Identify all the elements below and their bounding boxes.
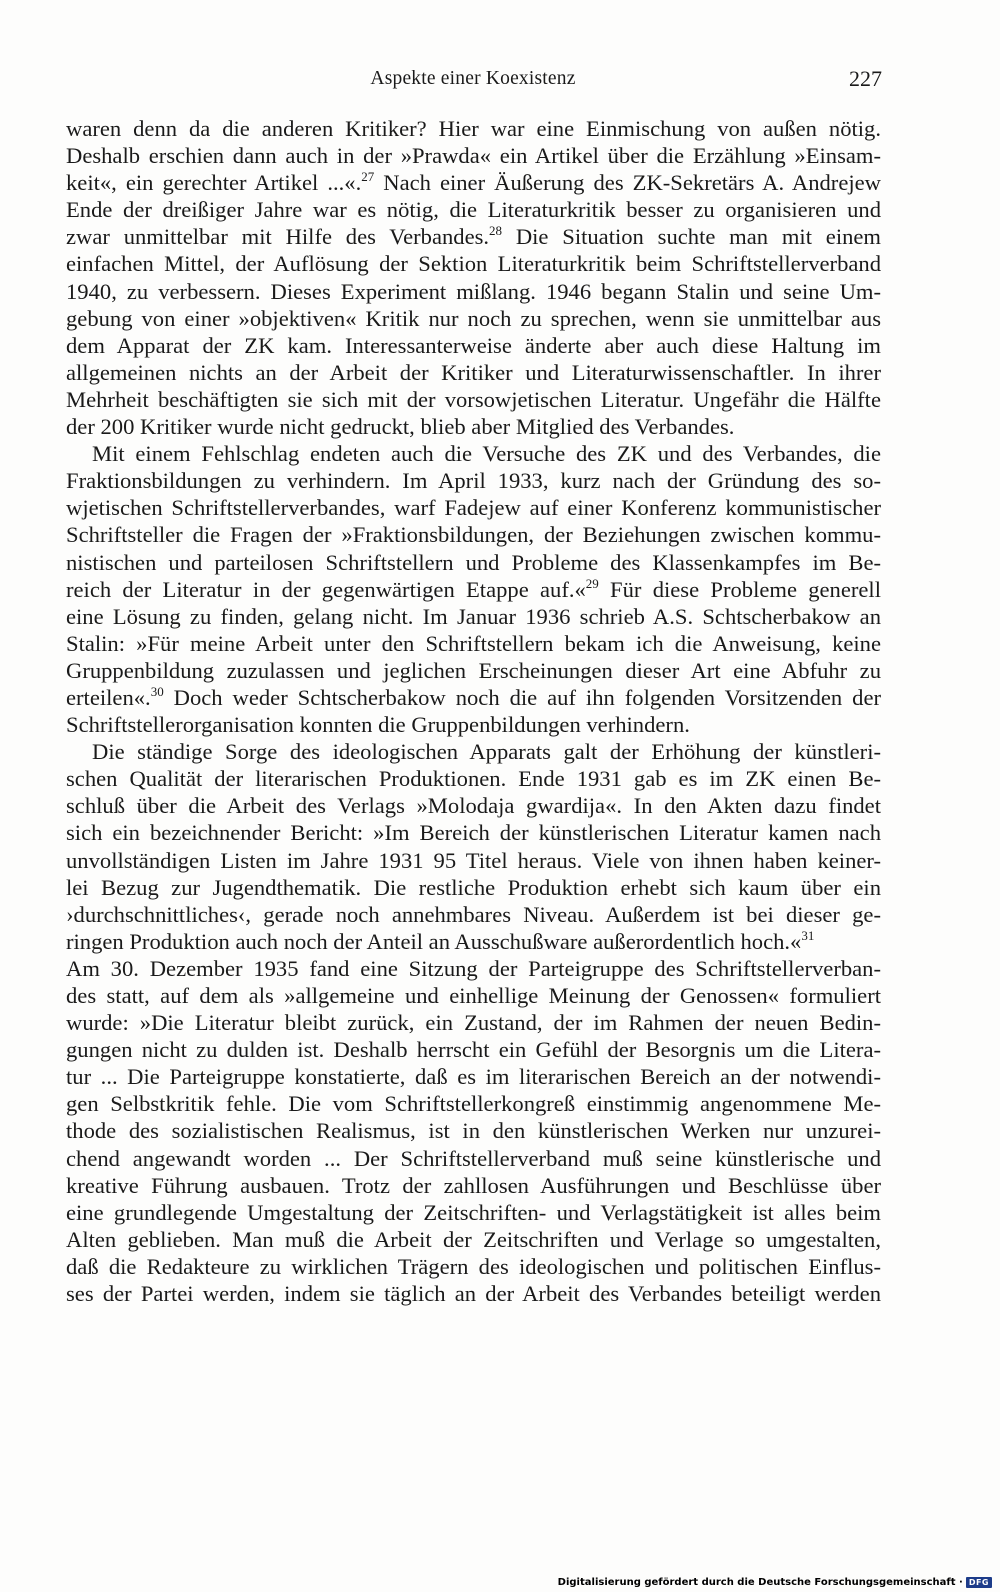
- text-line: waren denn da die anderen Kritiker? Hier war eine Einmischung von außen nötig.: [66, 116, 881, 141]
- text-line: gungen nicht zu dulden ist. Deshalb herrscht ein Gefühl der Besorgnis um die Litera-: [66, 1037, 881, 1063]
- dfg-logo: DFG: [966, 1577, 992, 1588]
- line-text: Die Situation suchte man mit einem: [502, 224, 881, 250]
- text-line: schen Qualität der literarischen Produktionen. Ende 1931 gab es im ZK einen Be-: [66, 766, 881, 792]
- text-line: Schriftsteller die Fragen der »Fraktionsbildungen, der Beziehungen zwischen kommu-: [66, 522, 881, 548]
- text-line: eine grundlegende Umgestaltung der Zeitschriften- und Verlagstätigkeit ist alles beim: [66, 1199, 881, 1225]
- text-line: [66, 576, 881, 603]
- text-line: Stalin: »Für meine Arbeit unter den Schriftstellern bekam ich die Anweisung, keine: [66, 630, 881, 656]
- text-line: tur ... Die Parteigruppe konstatierte, daß es im literarischen Bereich an der notwendi-: [66, 1064, 881, 1090]
- text-line: gen Selbstkritik fehle. Die vom Schriftstellerkongreß einstimmig angenommene Me-: [66, 1091, 881, 1117]
- text-line: Alten geblieben. Man muß die Arbeit der Zeitschriften und Verlage so umgestalten,: [66, 1226, 881, 1252]
- text-line: [66, 928, 881, 955]
- text-line: Deshalb erschien dann auch in der »Prawda« ein Artikel über die Erzählung »Einsam-: [66, 143, 881, 169]
- digitization-credit: [558, 1577, 992, 1588]
- text-line: 1940, zu verbessern. Dieses Experiment mißlang. 1946 begann Stalin und seine Um-: [66, 278, 881, 304]
- text-line: lei Bezug zur Jugendthematik. Die restliche Produktion erhebt sich kaum über ein: [66, 874, 881, 900]
- text-line: der 200 Kritiker wurde nicht gedruckt, blieb aber Mitglied des Verbandes.: [66, 414, 735, 440]
- text-line: ›durchschnittliches‹, gerade noch annehmbares Niveau. Außerdem ist bei dieser ge-: [66, 901, 881, 927]
- running-title: Aspekte einer Koexistenz: [370, 68, 576, 89]
- running-header: [0, 68, 1000, 98]
- text-line: dem Apparat der ZK kam. Interessanterweise änderte aber auch diese Haltung im: [66, 332, 881, 358]
- page-number: 227: [849, 66, 882, 91]
- text-line: Gruppenbildung zuzulassen und jeglichen Erscheinungen dieser Art eine Abfuhr zu: [66, 657, 881, 683]
- text-line: Die ständige Sorge des ideologischen Apparats galt der Erhöhung der künstleri-: [92, 739, 881, 765]
- text-line: sich ein bezeichnender Bericht: »Im Bereich der künstlerischen Literatur kamen nach: [66, 820, 881, 846]
- text-line: daß die Redakteure zu wirklichen Trägern des ideologischen und politischen Einflus-: [66, 1253, 881, 1279]
- text-line: thode des sozialistischen Realismus, ist in den künstlerischen Werken nur unzurei-: [66, 1118, 881, 1144]
- text-line: [66, 223, 881, 250]
- text-line: gebung von einer »objektiven« Kritik nur noch zu sprechen, wenn sie unmittelbar aus: [66, 305, 881, 331]
- footnote-ref: 31: [801, 927, 815, 943]
- text-line: chend angewandt worden ... Der Schriftstellerverband muß seine künstlerische und: [66, 1145, 881, 1171]
- text-line: Schriftstellerorganisation konnten die Gruppenbildungen verhindern.: [66, 712, 690, 738]
- text-line: [66, 684, 881, 711]
- footnote-ref: 30: [150, 683, 164, 699]
- text-line: wurde: »Die Literatur bleibt zurück, ein Zustand, der im Rahmen der neuen Bedin-: [66, 1010, 881, 1036]
- text-line: eine Lösung zu finden, gelang nicht. Im Januar 1936 schrieb A.S. Schtscherbakow an: [66, 603, 881, 629]
- text-line: des statt, auf dem als »allgemeine und einhellige Meinung der Genossen« formuliert: [66, 983, 881, 1008]
- text-line: [66, 169, 881, 196]
- line-text: Nach einer Äußerung des ZK-Sekretärs A. Andrejew: [374, 170, 881, 196]
- text-line: einfachen Mittel, der Auflösung der Sektion Literaturkritik beim Schriftstellerverband: [66, 251, 881, 277]
- text-line: Ende der dreißiger Jahre war es nötig, die Literaturkritik besser zu organisieren und: [66, 197, 881, 223]
- footnote-ref: 29: [585, 575, 599, 591]
- line-text: ringen Produktion auch noch der Anteil an Ausschußware außerordentlich hoch.«: [66, 928, 802, 954]
- line-text: reich der Literatur in der gegenwärtigen Etappe auf.«: [66, 576, 586, 602]
- text-line: Mit einem Fehlschlag endeten auch die Versuche des ZK und des Verbandes, die: [92, 441, 881, 467]
- line-text: zwar unmittelbar mit Hilfe des Verbandes.: [66, 224, 490, 250]
- body-text: [66, 115, 881, 1307]
- line-text: erteilen«.: [66, 684, 151, 710]
- line-text: Doch weder Schtscherbakow noch die auf ihn folgenden Vorsitzenden der: [163, 684, 881, 710]
- line-text: Für diese Probleme generell: [598, 576, 881, 602]
- text-line: Am 30. Dezember 1935 fand eine Sitzung der Parteigruppe des Schriftstellerverban-: [66, 955, 881, 981]
- credit-text: Digitalisierung gefördert durch die Deutsche Forschungsgemeinschaft ·: [557, 1577, 963, 1588]
- text-line: schluß über die Arbeit des Verlags »Molodaja gwardija«. In den Akten dazu findet: [66, 793, 881, 819]
- text-line: Mehrheit beschäftigten sie sich mit der vorsowjetischen Literatur. Ungefähr die Hälfte: [66, 386, 881, 412]
- footnote-ref: 28: [489, 223, 503, 239]
- text-line: nistischen und parteilosen Schriftstellern und Probleme des Klassenkampfes im Be-: [66, 549, 881, 575]
- text-line: unvollständigen Listen im Jahre 1931 95 Titel heraus. Viele von ihnen haben keiner-: [66, 847, 881, 873]
- text-line: wjetischen Schriftstellerverbandes, warf Fadejew auf einer Konferenz kommunistischer: [66, 495, 881, 521]
- footnote-ref: 27: [361, 169, 375, 185]
- text-line: kreative Führung ausbauen. Trotz der zahllosen Ausführungen und Beschlüsse über: [66, 1172, 881, 1198]
- text-line: allgemeinen nichts an der Arbeit der Kritiker und Literaturwissenschaftler. In ihrer: [66, 359, 881, 385]
- text-line: ses der Partei werden, indem sie täglich an der Arbeit des Verbandes beteiligt werden: [66, 1281, 881, 1307]
- text-line: Fraktionsbildungen zu verhindern. Im April 1933, kurz nach der Gründung des so-: [66, 468, 881, 494]
- line-text: keit«, ein gerechter Artikel ...«.: [66, 170, 362, 196]
